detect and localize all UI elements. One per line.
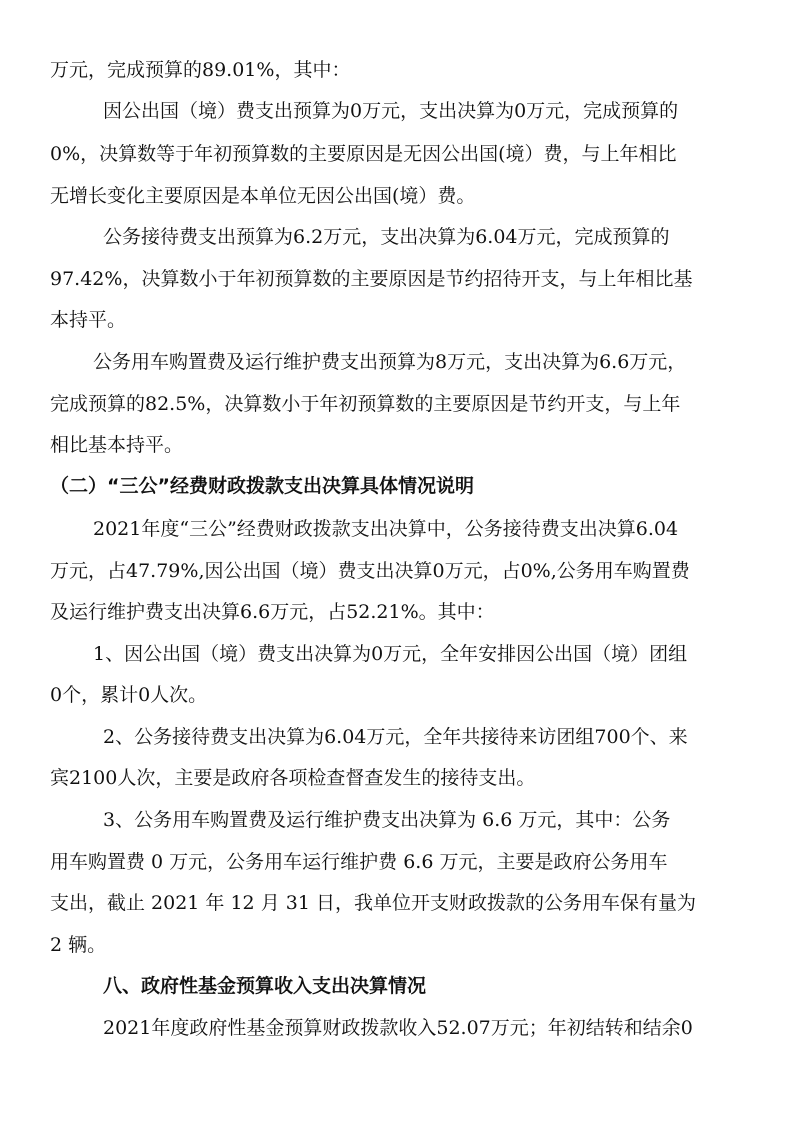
- section-heading: 八、政府性基金预算收入支出决算情况: [103, 975, 427, 997]
- text-line: 无增长变化主要原因是本单位无因公出国(境）费。: [50, 185, 476, 207]
- text-line: 97.42%，决算数小于年初预算数的主要原因是节约招待开支，与上年相比基: [50, 268, 693, 290]
- text-line: 支出，截止 2021 年 12 月 31 日，我单位开支财政拨款的公务用车保有量为: [50, 892, 696, 914]
- text-line: 宾2100人次，主要是政府各项检查督查发生的接待支出。: [50, 767, 536, 789]
- text-line: 用车购置费 0 万元，公务用车运行维护费 6.6 万元，主要是政府公务用车: [50, 851, 668, 873]
- text-line: 及运行维护费支出决算6.6万元，占52.21%。其中：: [50, 601, 495, 623]
- text-line: 相比基本持平。: [50, 434, 184, 456]
- text-line: 2 辆。: [50, 934, 107, 956]
- list-item-line: 2、公务接待费支出决算为6.04万元，全年共接待来访团组700个、来: [103, 726, 688, 748]
- paragraph-line: 因公出国（境）费支出预算为0万元，支出决算为0万元，完成预算的: [103, 100, 679, 122]
- list-item-line: 1、因公出国（境）费支出决算为0万元，全年安排因公出国（境）团组: [93, 643, 688, 665]
- paragraph-line: 公务接待费支出预算为6.2万元，支出决算为6.04万元，完成预算的: [103, 226, 670, 248]
- text-line: 本持平。: [50, 309, 127, 331]
- text-line: 完成预算的82.5%，决算数小于年初预算数的主要原因是节约开支，与上年: [50, 393, 681, 415]
- text-line: 0个，累计0人次。: [50, 684, 208, 706]
- section-heading: （二）“三公”经费财政拨款支出决算具体情况说明: [50, 475, 474, 497]
- text-line: 万元，完成预算的89.01%，其中：: [50, 59, 351, 81]
- text-line: 万元，占47.79%,因公出国（境）费支出决算0万元，占0%,公务用车购置费: [50, 560, 690, 582]
- list-item-line: 3、公务用车购置费及运行维护费支出决算为 6.6 万元，其中：公务: [103, 809, 671, 831]
- paragraph-line: 公务用车购置费及运行维护费支出预算为8万元，支出决算为6.6万元，: [93, 351, 687, 373]
- paragraph-line: 2021年度政府性基金预算财政拨款收入52.07万元；年初结转和结余0: [103, 1017, 693, 1039]
- text-line: 0%，决算数等于年初预算数的主要原因是无因公出国(境）费，与上年相比: [50, 143, 677, 165]
- paragraph-line: 2021年度“三公”经费财政拨款支出决算中，公务接待费支出决算6.04: [93, 518, 679, 540]
